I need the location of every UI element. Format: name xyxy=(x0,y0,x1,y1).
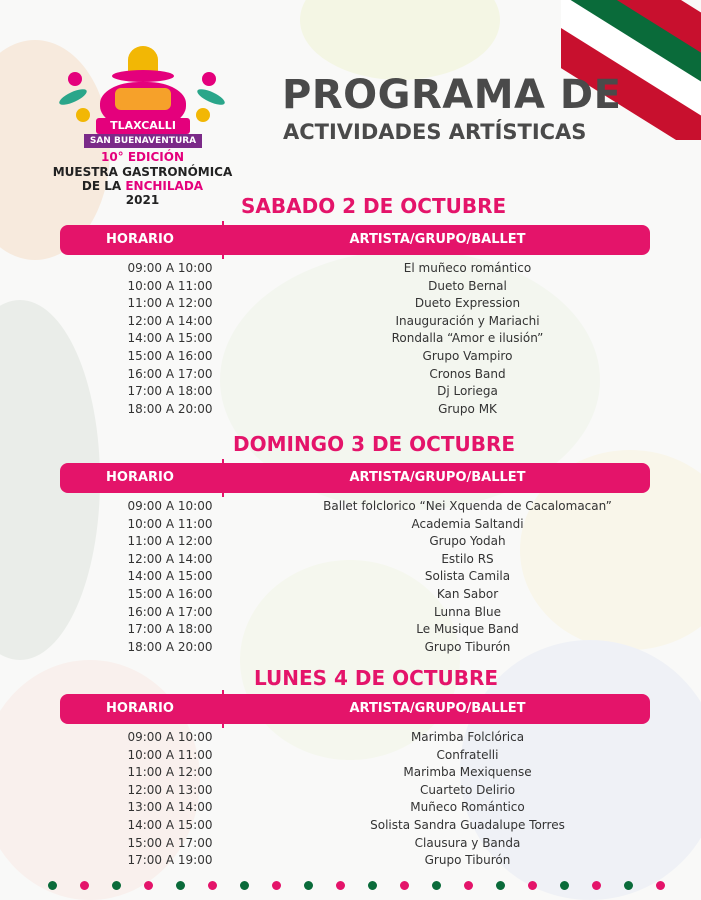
row-time: 12:00 A 13:00 xyxy=(127,782,213,797)
logo-edition: 10° EDICIÓN xyxy=(100,150,184,164)
row-artist: Muñeco Romántico xyxy=(410,800,525,815)
schedule-row xyxy=(60,331,650,349)
row-artist: Rondalla “Amor e ilusión” xyxy=(391,331,544,346)
mexico-flag-corner xyxy=(561,0,701,140)
schedule-row xyxy=(60,552,650,570)
header-artist: ARTISTA/GRUPO/BALLET xyxy=(349,701,526,716)
table-header xyxy=(60,225,650,255)
schedule-row xyxy=(60,800,650,818)
header-artist: ARTISTA/GRUPO/BALLET xyxy=(349,470,526,485)
logo-line2-prefix: DE LA xyxy=(81,179,126,193)
row-time: 11:00 A 12:00 xyxy=(127,296,213,311)
decorative-dots xyxy=(48,881,668,891)
schedule-row xyxy=(60,349,650,367)
row-time: 17:00 A 19:00 xyxy=(127,853,213,868)
header-time: HORARIO xyxy=(106,470,174,485)
row-time: 18:00 A 20:00 xyxy=(127,401,213,416)
row-artist: Marimba Folclórica xyxy=(410,730,525,744)
header-time: HORARIO xyxy=(106,232,174,247)
schedule-row xyxy=(60,517,650,535)
schedule-row xyxy=(60,314,650,332)
schedule-row xyxy=(60,765,650,783)
row-time: 09:00 A 10:00 xyxy=(127,730,213,744)
row-artist: Dueto Expression xyxy=(414,296,521,311)
row-artist: Grupo Vampiro xyxy=(422,348,513,363)
row-artist: Estilo RS xyxy=(441,551,494,566)
schedule-row xyxy=(60,569,650,587)
row-artist: Dueto Bernal xyxy=(428,278,507,293)
row-artist: Grupo Yodah xyxy=(429,534,506,549)
row-time: 14:00 A 15:00 xyxy=(127,331,213,346)
row-time: 17:00 A 18:00 xyxy=(127,622,213,637)
logo-line1: MUESTRA GASTRONÓMICA xyxy=(52,165,233,179)
row-artist: Ballet folclorico “Nei Xquenda de Cacalomacan” xyxy=(323,499,612,513)
schedule-row xyxy=(60,587,650,605)
day-heading: DOMINGO 3 DE OCTUBRE xyxy=(233,432,516,456)
schedule-row xyxy=(60,402,650,420)
row-time: 11:00 A 12:00 xyxy=(127,765,213,780)
row-artist: Le Musique Band xyxy=(416,622,519,637)
schedule-list xyxy=(60,730,650,871)
row-time: 12:00 A 14:00 xyxy=(127,551,213,566)
schedule-row xyxy=(60,783,650,801)
schedule-row xyxy=(60,622,650,640)
schedule-list xyxy=(60,261,650,419)
row-artist: Solista Sandra Guadalupe Torres xyxy=(370,817,565,832)
logo-banner: TLAXCALLI xyxy=(96,118,190,134)
row-artist: Kan Sabor xyxy=(436,586,499,601)
row-artist: Clausura y Banda xyxy=(414,835,521,850)
schedule-list xyxy=(60,499,650,657)
page-title: PROGRAMA DE xyxy=(282,72,622,118)
row-time: 15:00 A 16:00 xyxy=(127,348,213,363)
row-time: 10:00 A 11:00 xyxy=(127,747,213,762)
row-time: 17:00 A 18:00 xyxy=(127,384,213,399)
header-time: HORARIO xyxy=(106,701,174,716)
schedule-row xyxy=(60,730,650,748)
event-logo xyxy=(40,22,245,217)
schedule-row xyxy=(60,279,650,297)
schedule-row xyxy=(60,836,650,854)
row-time: 12:00 A 14:00 xyxy=(127,313,213,328)
page-subtitle: ACTIVIDADES ARTÍSTICAS xyxy=(283,120,587,144)
row-artist: Dj Loriega xyxy=(437,384,498,399)
row-time: 14:00 A 15:00 xyxy=(127,569,213,584)
row-time: 14:00 A 15:00 xyxy=(127,817,213,832)
row-artist: El muñeco romántico xyxy=(403,261,532,275)
schedule-row xyxy=(60,605,650,623)
logo-line2-strong: ENCHILADA xyxy=(125,179,204,193)
row-artist: Cuarteto Delirio xyxy=(419,782,516,797)
schedule-row xyxy=(60,748,650,766)
row-artist: Academia Saltandi xyxy=(411,516,524,531)
schedule-row xyxy=(60,261,650,279)
row-time: 09:00 A 10:00 xyxy=(127,499,213,513)
row-time: 15:00 A 17:00 xyxy=(127,835,213,850)
schedule-row xyxy=(60,296,650,314)
row-time: 10:00 A 11:00 xyxy=(127,278,213,293)
row-time: 16:00 A 17:00 xyxy=(127,604,213,619)
logo-line2 xyxy=(40,179,245,193)
row-time: 13:00 A 14:00 xyxy=(127,800,213,815)
schedule-row xyxy=(60,384,650,402)
row-time: 11:00 A 12:00 xyxy=(127,534,213,549)
row-time: 18:00 A 20:00 xyxy=(127,639,213,654)
row-time: 16:00 A 17:00 xyxy=(127,366,213,381)
day-heading: SABADO 2 DE OCTUBRE xyxy=(241,194,507,218)
row-artist: Marimba Mexiquense xyxy=(403,765,532,780)
row-artist: Lunna Blue xyxy=(433,604,501,619)
row-artist: Grupo MK xyxy=(438,401,497,416)
row-artist: Cronos Band xyxy=(429,366,506,381)
row-artist: Grupo Tiburón xyxy=(424,639,511,654)
schedule-row xyxy=(60,367,650,385)
schedule-row xyxy=(60,640,650,658)
schedule-row xyxy=(60,853,650,871)
schedule-row xyxy=(60,499,650,517)
row-time: 15:00 A 16:00 xyxy=(127,586,213,601)
day-heading: LUNES 4 DE OCTUBRE xyxy=(254,666,499,690)
schedule-row xyxy=(60,818,650,836)
row-artist: Confratelli xyxy=(436,747,499,762)
schedule-row xyxy=(60,534,650,552)
table-header xyxy=(60,694,650,724)
header-artist: ARTISTA/GRUPO/BALLET xyxy=(349,232,526,247)
row-artist: Grupo Tiburón xyxy=(424,853,511,868)
logo-town: SAN BUENAVENTURA xyxy=(84,134,202,148)
table-header xyxy=(60,463,650,493)
row-time: 10:00 A 11:00 xyxy=(127,516,213,531)
row-time: 09:00 A 10:00 xyxy=(127,261,213,275)
logo-year: 2021 xyxy=(125,193,160,207)
row-artist: Solista Camila xyxy=(424,569,511,584)
row-artist: Inauguración y Mariachi xyxy=(395,313,540,328)
